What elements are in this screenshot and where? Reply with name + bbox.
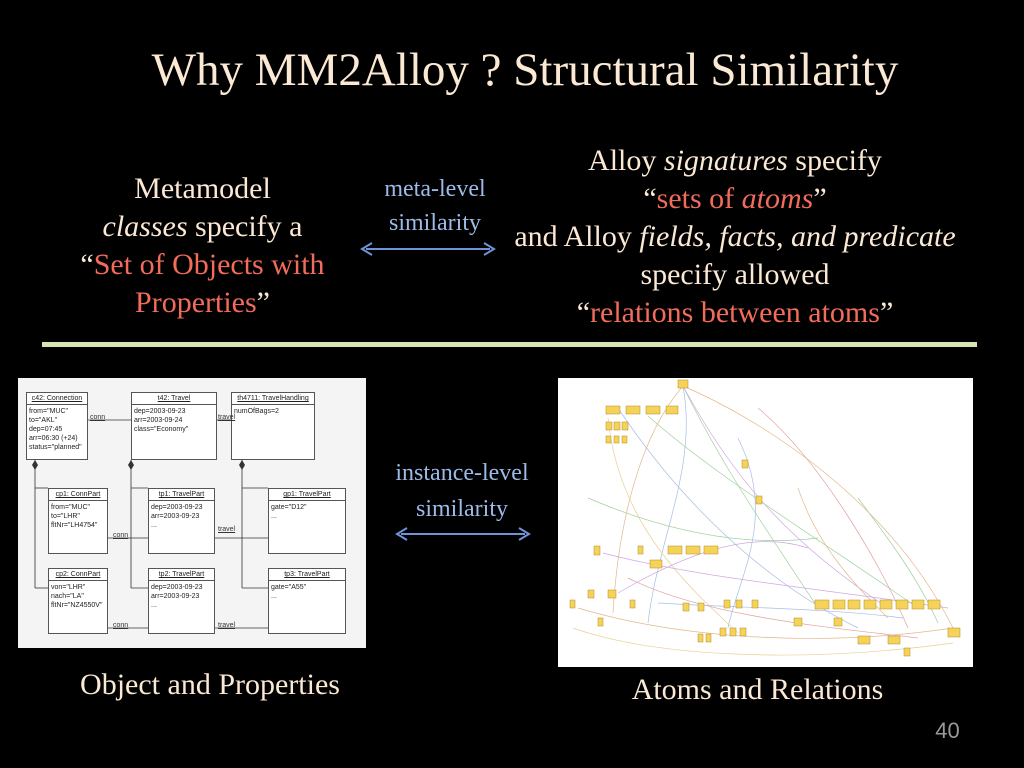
left-quote bbox=[50, 246, 355, 322]
meta-label-line-1: meta-level bbox=[384, 176, 486, 202]
caption-object-and-properties: Object and Properties bbox=[80, 668, 340, 701]
uml-object-attributes: dep=2003-09-23 arr=2003-09-24 class="Economy" bbox=[134, 408, 189, 433]
relations-quote-open: “ bbox=[576, 296, 591, 329]
right-line-1-a: Alloy bbox=[588, 144, 664, 177]
uml-object-attributes: from="MUC" to="AKL" dep=07:45 arr=06:30 (+24) status="planned" bbox=[29, 408, 82, 451]
uml-object-travelpart-2 bbox=[148, 568, 215, 634]
uml-link-label: conn bbox=[113, 532, 129, 539]
alloy-instance-graph-image bbox=[558, 378, 973, 667]
uml-link-label: travel bbox=[218, 622, 236, 629]
atoms-highlight: atoms bbox=[741, 182, 814, 215]
uml-object-travel bbox=[131, 392, 217, 460]
alloy-instance-graph bbox=[558, 378, 973, 667]
uml-object-connpart-2 bbox=[48, 568, 108, 634]
uml-object-header: cp2: ConnPart bbox=[49, 569, 107, 581]
right-line-1 bbox=[500, 142, 970, 180]
instance-label-line-1: instance-level bbox=[395, 460, 529, 486]
uml-object-travel-handling bbox=[231, 392, 315, 460]
relations-highlight: relations between atoms bbox=[590, 296, 880, 329]
left-line-1: Metamodel bbox=[134, 172, 271, 205]
sets-of-highlight: sets of bbox=[656, 182, 742, 215]
left-quote-close: ” bbox=[256, 286, 270, 319]
instance-level-arrow bbox=[395, 525, 531, 543]
uml-object-travelpart-1 bbox=[148, 488, 215, 554]
uml-object-header: th4711: TravelHandling bbox=[232, 393, 314, 405]
page-number: 40 bbox=[935, 718, 960, 743]
uml-object-attributes: dep=2003-09-23 arr=2003-09-23 ... bbox=[151, 584, 203, 609]
right-line-3-b: specify allowed bbox=[640, 258, 830, 291]
left-quote-open: “ bbox=[80, 248, 94, 281]
uml-object-attributes: gate="A55" ... bbox=[271, 584, 307, 600]
uml-object-attributes: from="MUC" to="LHR" fltNr="LH4754" bbox=[51, 504, 98, 529]
right-line-3 bbox=[500, 218, 970, 294]
uml-object-header: t42: Travel bbox=[132, 393, 216, 405]
uml-object-attributes: dep=2003-09-23 arr=2003-09-23 ... bbox=[151, 504, 203, 529]
classes-emphasis: classes bbox=[102, 210, 188, 243]
uml-object-header: tp3: TravelPart bbox=[269, 569, 345, 581]
uml-link-label: conn bbox=[90, 414, 106, 421]
uml-object-gatepart-2 bbox=[268, 568, 346, 634]
uml-object-attributes: numOfBags=2 bbox=[234, 408, 279, 415]
right-quote-close: ” bbox=[813, 182, 827, 215]
uml-object-header: c42: Connection bbox=[27, 393, 87, 405]
right-line-2 bbox=[500, 180, 970, 218]
uml-object-header: tp2: TravelPart bbox=[149, 569, 214, 581]
uml-object-attributes: von="LHR" nach="LA" fltNr="NZ4550V" bbox=[51, 584, 103, 609]
uml-object-gatepart-1 bbox=[268, 488, 346, 554]
slide-title: Why MM2Alloy ? Structural Similarity bbox=[151, 44, 899, 96]
uml-object-connpart-1 bbox=[48, 488, 108, 554]
horizontal-divider bbox=[42, 342, 977, 347]
uml-object-connection bbox=[26, 392, 88, 460]
uml-object-attributes: gate="D12" ... bbox=[271, 504, 307, 520]
uml-object-header: tp1: TravelPart bbox=[149, 489, 214, 501]
fields-facts-emphasis: fields, facts, and predicate bbox=[639, 220, 956, 253]
set-of-objects-highlight: Set of Objects with Properties bbox=[93, 248, 325, 319]
object-diagram-image bbox=[18, 378, 366, 648]
relations-quote-close: ” bbox=[879, 296, 894, 329]
uml-link-label: conn bbox=[113, 622, 129, 629]
left-line-2 bbox=[50, 208, 355, 246]
metamodel-description bbox=[50, 170, 355, 322]
meta-label-line-2: similarity bbox=[389, 210, 481, 236]
right-quote-open: “ bbox=[643, 182, 657, 215]
left-line-2-rest: specify a bbox=[187, 210, 303, 243]
alloy-description bbox=[500, 142, 970, 332]
meta-level-arrow bbox=[360, 240, 496, 258]
right-line-1-b: specify bbox=[787, 144, 882, 177]
right-line-5 bbox=[500, 294, 970, 332]
caption-atoms-and-relations: Atoms and Relations bbox=[631, 673, 884, 706]
instance-level-label bbox=[372, 455, 552, 527]
uml-link-label: travel bbox=[218, 414, 236, 421]
uml-object-header: cp1: ConnPart bbox=[49, 489, 107, 501]
uml-object-header: gp1: TravelPart bbox=[269, 489, 345, 501]
instance-label-line-2: similarity bbox=[416, 496, 508, 522]
right-line-3-a: and Alloy bbox=[514, 220, 640, 253]
meta-level-label bbox=[355, 172, 515, 240]
uml-link-label: travel bbox=[218, 526, 236, 533]
signatures-emphasis: signatures bbox=[663, 144, 788, 177]
